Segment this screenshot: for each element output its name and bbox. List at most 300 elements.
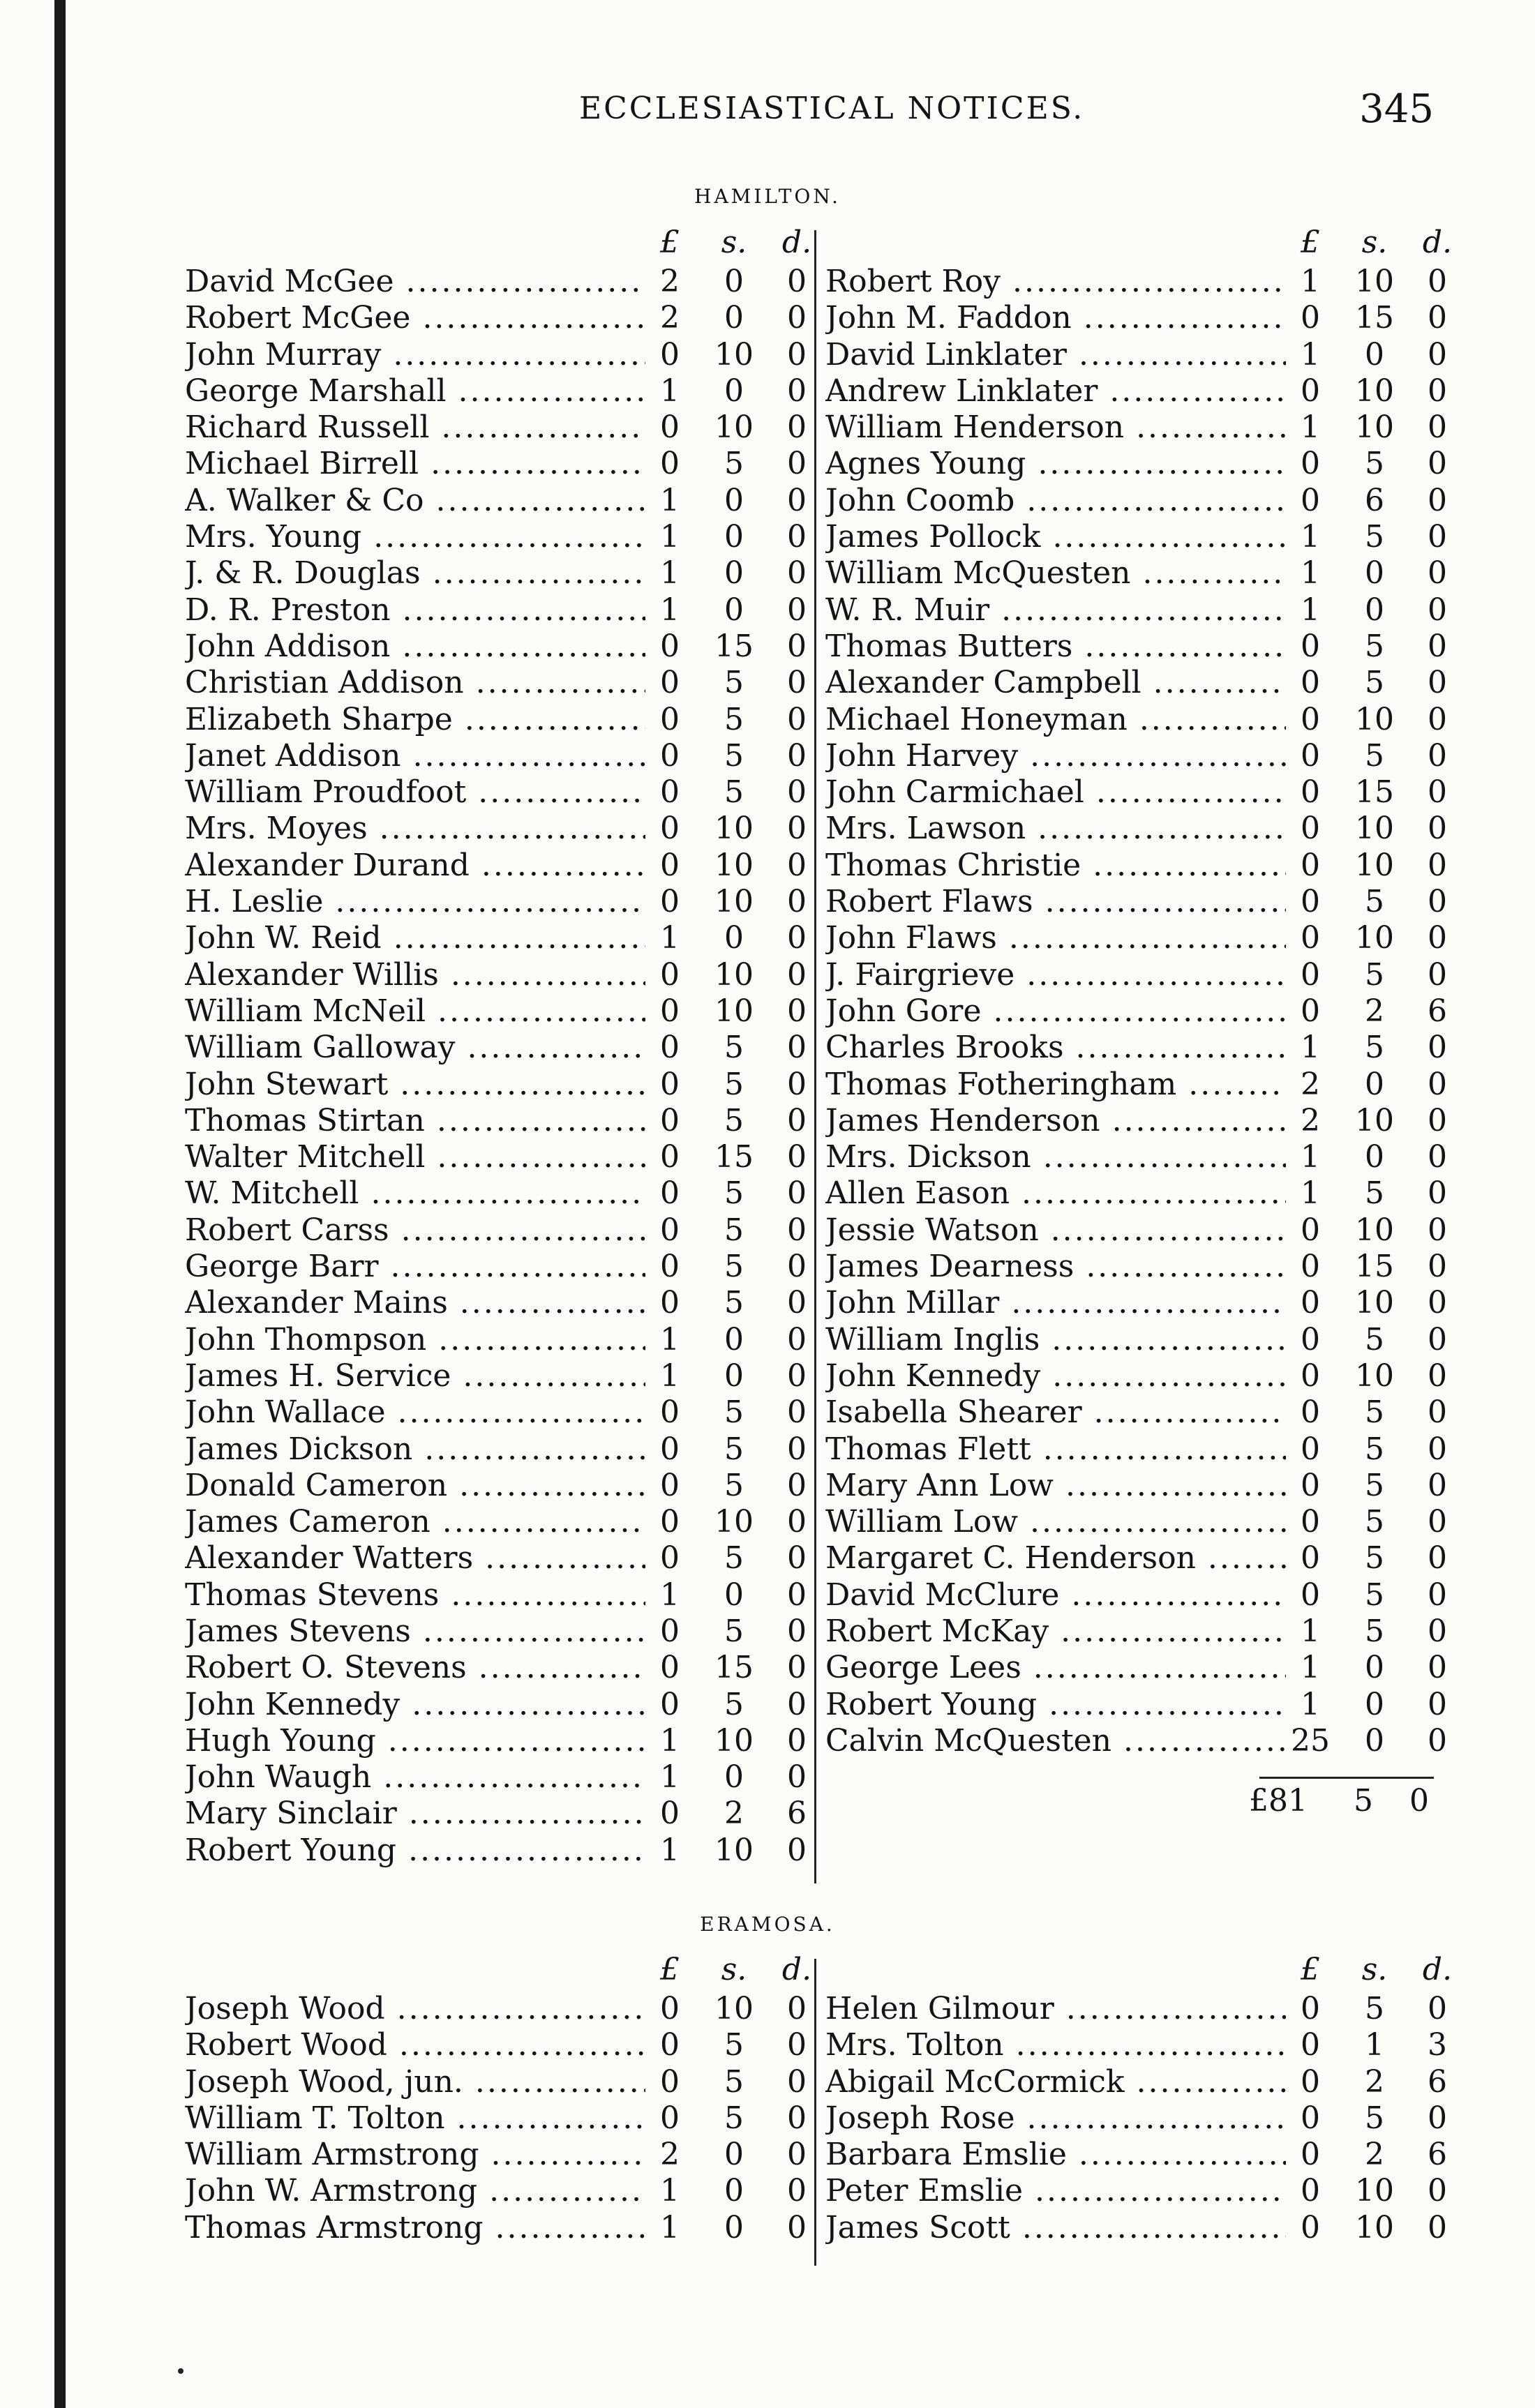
amount-shillings: 10 [714, 884, 754, 920]
subscriber-name: John Addison ..... [185, 629, 645, 665]
amount-pounds: 0 [1301, 2209, 1320, 2245]
amount-pounds: 0 [1301, 737, 1320, 774]
amount-pounds: 1 [1301, 555, 1320, 592]
amount-shillings: 5 [1365, 2100, 1384, 2136]
amount-pence: 0 [787, 1431, 807, 1467]
amount-shillings: 10 [714, 1832, 754, 1868]
amount-pounds: 0 [1301, 993, 1320, 1029]
amount-shillings: 5 [1365, 1577, 1384, 1613]
subscriber-name: James Dickson ..... [185, 1431, 645, 1468]
subscriber-name: Hugh Young ..... [185, 1723, 645, 1759]
amount-shillings: 5 [1365, 628, 1384, 664]
subscriber-name: Alexander Mains ..... [185, 1285, 645, 1321]
subscriber-name: William McNeil ..... [185, 993, 645, 1030]
unit-s: s. [1361, 225, 1388, 260]
amount-pounds: 0 [1301, 1540, 1320, 1577]
subscriber-name: George Marshall ..... [185, 373, 645, 409]
amount-shillings: 5 [724, 1066, 744, 1102]
hamilton-total-pounds: £81 [1249, 1783, 1308, 1819]
subscriber-row [185, 2100, 827, 2137]
subscriber-name: Thomas Butters ..... [825, 629, 1286, 665]
amount-shillings: 0 [1365, 1722, 1384, 1759]
subscriber-name: Mrs. Tolton ..... [825, 2027, 1286, 2063]
amount-shillings: 5 [1365, 1175, 1384, 1212]
eramosa-left-column [185, 1952, 827, 2246]
amount-shillings: 0 [724, 519, 744, 555]
amount-shillings: 0 [724, 373, 744, 409]
subscriber-row [185, 264, 827, 300]
subscriber-name: John Waugh ..... [185, 1759, 645, 1796]
amount-pence: 0 [787, 264, 807, 299]
amount-pounds: 1 [1301, 592, 1320, 628]
amount-shillings: 5 [724, 1175, 744, 1212]
amount-shillings: 5 [724, 1540, 744, 1577]
subscriber-name: Robert Wood ..... [185, 2027, 645, 2063]
amount-pounds: 1 [660, 1357, 680, 1394]
amount-pence: 0 [787, 1212, 807, 1248]
amount-pence: 0 [1428, 2100, 1447, 2136]
amount-pounds: 0 [660, 1796, 680, 1832]
subscriber-name: Isabella Shearer ..... [825, 1394, 1286, 1431]
amount-pounds: 0 [660, 628, 680, 664]
amount-shillings: 10 [1355, 811, 1394, 847]
amount-shillings: 10 [714, 1722, 754, 1759]
subscriber-name: Calvin McQuesten ..... [825, 1723, 1286, 1759]
amount-shillings: 5 [724, 665, 744, 701]
subscriber-row [185, 2064, 827, 2100]
subscriber-row [185, 993, 827, 1030]
amount-shillings: 5 [724, 1102, 744, 1138]
amount-shillings: 5 [1365, 884, 1384, 920]
subscriber-row [825, 884, 1467, 920]
amount-pounds: 0 [660, 1686, 680, 1722]
amount-shillings: 0 [1365, 336, 1384, 373]
subscriber-name: David Linklater ..... [825, 337, 1286, 373]
amount-pence: 0 [787, 555, 807, 592]
subscriber-row [185, 702, 827, 738]
amount-pence: 0 [1428, 555, 1447, 592]
subscriber-name: Thomas Stevens ..... [185, 1577, 645, 1613]
subscriber-name: James Scott ..... [825, 2210, 1286, 2246]
amount-pounds: 1 [660, 1722, 680, 1759]
amount-pence: 0 [1428, 1650, 1447, 1686]
subscriber-row [185, 1723, 827, 1759]
subscriber-name: J. Fairgrieve ..... [825, 957, 1286, 993]
amount-shillings: 5 [724, 1613, 744, 1649]
amount-shillings: 0 [1365, 592, 1384, 628]
amount-shillings: 10 [1355, 847, 1394, 883]
subscriber-name: Robert Young ..... [185, 1833, 645, 1869]
subscriber-row [825, 1650, 1467, 1686]
amount-pounds: 0 [660, 1285, 680, 1321]
subscriber-row [185, 446, 827, 482]
amount-pounds: 1 [660, 920, 680, 956]
subscriber-row [825, 2064, 1467, 2100]
amount-shillings: 0 [1365, 555, 1384, 592]
subscriber-row [825, 1030, 1467, 1066]
subscriber-row [185, 1139, 827, 1175]
amount-pounds: 0 [1301, 1357, 1320, 1394]
amount-pence: 0 [1428, 1467, 1447, 1503]
subscriber-name: Robert Young ..... [825, 1687, 1286, 1723]
subscriber-row [185, 629, 827, 665]
amount-pence: 0 [1428, 1394, 1447, 1431]
amount-pence: 0 [787, 1759, 807, 1796]
subscriber-row [825, 409, 1467, 446]
subscriber-name: James Cameron ..... [185, 1504, 645, 1540]
amount-shillings: 5 [724, 446, 744, 482]
subscriber-name: William Proudfoot ..... [185, 774, 645, 811]
amount-pounds: 1 [660, 1832, 680, 1868]
amount-shillings: 10 [714, 847, 754, 883]
amount-shillings: 15 [714, 1650, 754, 1686]
amount-shillings: 5 [724, 1394, 744, 1431]
amount-pounds: 0 [660, 884, 680, 920]
amount-shillings: 5 [1365, 1504, 1384, 1540]
subscriber-name: Mary Sinclair ..... [185, 1796, 645, 1832]
amount-shillings: 0 [724, 1759, 744, 1796]
amount-pounds: 0 [1301, 2027, 1320, 2063]
subscriber-name: Thomas Armstrong ..... [185, 2210, 645, 2246]
amount-pounds: 0 [660, 446, 680, 482]
amount-shillings: 10 [1355, 373, 1394, 409]
amount-shillings: 5 [1365, 1321, 1384, 1357]
subscriber-row [825, 1249, 1467, 1285]
amount-pence: 0 [787, 1686, 807, 1722]
subscriber-row [185, 592, 827, 629]
running-title: ECCLESIASTICAL NOTICES. [579, 91, 1085, 126]
amount-pounds: 1 [1301, 336, 1320, 373]
subscriber-row [825, 1285, 1467, 1321]
subscriber-name: Christian Addison ..... [185, 665, 645, 701]
amount-pounds: 1 [1301, 264, 1320, 299]
amount-shillings: 0 [724, 555, 744, 592]
subscriber-row [185, 409, 827, 446]
subscriber-row [185, 337, 827, 373]
subscriber-row [825, 264, 1467, 300]
subscriber-row [825, 1991, 1467, 2027]
amount-shillings: 0 [724, 592, 744, 628]
hamilton-total-pence: 0 [1409, 1783, 1429, 1819]
amount-pence: 0 [1428, 1540, 1447, 1577]
subscriber-name: Mrs. Young ..... [185, 519, 645, 555]
amount-shillings: 5 [724, 2063, 744, 2100]
unit-d: d. [1422, 1952, 1453, 1987]
subscriber-row [185, 1358, 827, 1394]
subscriber-row [825, 993, 1467, 1030]
subscriber-row [825, 446, 1467, 482]
subscriber-name: Thomas Christie ..... [825, 848, 1286, 884]
subscriber-row [185, 1249, 827, 1285]
amount-pounds: 0 [1301, 2100, 1320, 2136]
subscriber-name: Andrew Linklater ..... [825, 373, 1286, 409]
amount-pence: 0 [1428, 446, 1447, 482]
subscriber-name: Mrs. Moyes ..... [185, 811, 645, 847]
subscriber-name: John W. Reid ..... [185, 920, 645, 956]
amount-pence: 6 [1428, 2063, 1447, 2100]
amount-shillings: 5 [1365, 1991, 1384, 2026]
amount-pence: 0 [787, 1285, 807, 1321]
amount-pence: 0 [787, 1066, 807, 1102]
amount-pence: 0 [1428, 519, 1447, 555]
amount-pence: 0 [1428, 884, 1447, 920]
subscriber-row [825, 1322, 1467, 1358]
subscriber-name: Robert Carss ..... [185, 1212, 645, 1249]
amount-pounds: 1 [1301, 1650, 1320, 1686]
amount-pounds: 0 [660, 1394, 680, 1431]
amount-shillings: 0 [1365, 1139, 1384, 1175]
amount-pence: 0 [787, 884, 807, 920]
subscriber-row [825, 629, 1467, 665]
amount-pounds: 0 [1301, 1394, 1320, 1431]
amount-pence: 0 [787, 1394, 807, 1431]
amount-pounds: 0 [660, 1467, 680, 1503]
subscriber-name: Mary Ann Low ..... [825, 1468, 1286, 1504]
amount-pounds: 1 [1301, 1175, 1320, 1212]
unit-l: £ [1301, 1952, 1320, 1987]
currency-units-header [185, 225, 827, 264]
amount-pounds: 0 [660, 774, 680, 811]
amount-pence: 0 [1428, 592, 1447, 628]
amount-pounds: 0 [1301, 1467, 1320, 1503]
amount-pence: 0 [787, 774, 807, 811]
amount-shillings: 5 [724, 1467, 744, 1503]
subscriber-row [825, 957, 1467, 993]
subscriber-row [185, 2173, 827, 2209]
subscriber-row [185, 1991, 827, 2027]
section-title-eramosa: ERAMOSA. [700, 1913, 835, 1936]
amount-shillings: 0 [724, 1321, 744, 1357]
subscriber-name: Jessie Watson ..... [825, 1212, 1286, 1249]
subscriber-name: George Barr ..... [185, 1249, 645, 1285]
subscriber-row [185, 373, 827, 409]
amount-shillings: 5 [724, 2027, 744, 2063]
subscriber-row [825, 738, 1467, 774]
subscriber-name: Alexander Watters ..... [185, 1540, 645, 1577]
subscriber-row [825, 1540, 1467, 1577]
amount-pounds: 1 [660, 592, 680, 628]
subscriber-row [825, 1468, 1467, 1504]
subscriber-name: James Dearness ..... [825, 1249, 1286, 1285]
subscriber-name: Walter Mitchell ..... [185, 1139, 645, 1175]
subscriber-name: Janet Addison ..... [185, 738, 645, 774]
subscriber-name: Alexander Campbell ..... [825, 665, 1286, 701]
amount-pence: 0 [787, 2137, 807, 2173]
amount-shillings: 10 [714, 956, 754, 993]
subscriber-name: John Harvey ..... [825, 738, 1286, 774]
subscriber-row [185, 1759, 827, 1796]
amount-shillings: 15 [714, 1139, 754, 1175]
subscriber-name: Agnes Young ..... [825, 446, 1286, 482]
subscriber-name: William Armstrong ..... [185, 2137, 645, 2173]
amount-pence: 0 [787, 737, 807, 774]
amount-pence: 0 [787, 1321, 807, 1357]
page-header [0, 86, 1535, 133]
subscriber-row [825, 2027, 1467, 2063]
amount-pence: 0 [787, 1577, 807, 1613]
amount-pence: 0 [787, 1991, 807, 2026]
subscriber-name: William Low ..... [825, 1504, 1286, 1540]
currency-units-header [185, 1952, 827, 1991]
amount-pounds: 0 [660, 2027, 680, 2063]
subscriber-row [185, 738, 827, 774]
amount-pence: 0 [787, 446, 807, 482]
amount-pounds: 1 [660, 1759, 680, 1796]
amount-shillings: 5 [1365, 956, 1384, 993]
subscriber-name: W. R. Muir ..... [825, 592, 1286, 629]
subscriber-name: H. Leslie ..... [185, 884, 645, 920]
amount-pounds: 25 [1291, 1722, 1330, 1759]
subscriber-name: Thomas Flett ..... [825, 1431, 1286, 1468]
subscriber-row [185, 1540, 827, 1577]
amount-pence: 0 [1428, 1249, 1447, 1285]
amount-shillings: 5 [724, 1030, 744, 1066]
amount-pounds: 0 [660, 956, 680, 993]
hamilton-left-column [185, 225, 827, 1869]
amount-pounds: 0 [1301, 1249, 1320, 1285]
subscriber-row [825, 1103, 1467, 1139]
subscriber-row [185, 1030, 827, 1066]
amount-pence: 0 [787, 701, 807, 737]
subscriber-row [185, 665, 827, 701]
amount-pence: 0 [787, 592, 807, 628]
subscriber-row [185, 1067, 827, 1103]
amount-shillings: 10 [1355, 264, 1394, 299]
amount-shillings: 0 [724, 264, 744, 299]
subscriber-row [825, 2137, 1467, 2173]
amount-pounds: 0 [1301, 1504, 1320, 1540]
amount-shillings: 10 [1355, 2209, 1394, 2245]
amount-pence: 0 [1428, 956, 1447, 993]
subscriber-row [825, 1577, 1467, 1613]
amount-pounds: 0 [1301, 300, 1320, 336]
unit-l: £ [1301, 225, 1320, 260]
amount-pounds: 0 [1301, 1431, 1320, 1467]
amount-shillings: 0 [1365, 1066, 1384, 1102]
amount-shillings: 0 [724, 482, 744, 518]
amount-pounds: 0 [660, 665, 680, 701]
subscriber-row [185, 1285, 827, 1321]
amount-shillings: 10 [1355, 920, 1394, 956]
amount-pence: 0 [787, 1504, 807, 1540]
subscriber-name: John Millar ..... [825, 1285, 1286, 1321]
amount-pence: 0 [787, 956, 807, 993]
subscriber-name: Joseph Wood ..... [185, 1991, 645, 2027]
subscriber-name: John Gore ..... [825, 993, 1286, 1030]
subscriber-name: Robert McKay ..... [825, 1613, 1286, 1650]
subscriber-row [825, 920, 1467, 956]
amount-shillings: 10 [714, 993, 754, 1029]
subscriber-name: Abigail McCormick ..... [825, 2064, 1286, 2100]
amount-pounds: 0 [1301, 628, 1320, 664]
amount-pounds: 0 [1301, 1577, 1320, 1613]
subscriber-name: Joseph Rose ..... [825, 2100, 1286, 2137]
amount-pounds: 0 [1301, 665, 1320, 701]
amount-pence: 0 [787, 1249, 807, 1285]
amount-pence: 0 [1428, 920, 1447, 956]
unit-l: £ [660, 225, 680, 260]
subscriber-name: Donald Cameron ..... [185, 1468, 645, 1504]
subscriber-name: Robert Roy ..... [825, 264, 1286, 300]
column-divider-eramosa [814, 1959, 816, 2266]
subscriber-row [185, 848, 827, 884]
subscriber-row [185, 1103, 827, 1139]
subscriber-name: James H. Service ..... [185, 1358, 645, 1394]
amount-pence: 0 [1428, 1357, 1447, 1394]
amount-pounds: 1 [660, 1577, 680, 1613]
amount-pence: 0 [1428, 665, 1447, 701]
amount-shillings: 5 [1365, 1394, 1384, 1431]
subscriber-row [825, 483, 1467, 519]
amount-pence: 0 [787, 1030, 807, 1066]
amount-pence: 0 [787, 1613, 807, 1649]
amount-pence: 0 [1428, 336, 1447, 373]
amount-pounds: 1 [1301, 1613, 1320, 1649]
subscriber-name: Alexander Durand ..... [185, 848, 645, 884]
amount-pence: 6 [1428, 993, 1447, 1029]
subscriber-name: John Kennedy ..... [185, 1687, 645, 1723]
subscriber-row [825, 1723, 1467, 1759]
amount-shillings: 10 [1355, 1212, 1394, 1248]
amount-pence: 0 [787, 409, 807, 446]
subscriber-name: Robert O. Stevens ..... [185, 1650, 645, 1686]
amount-shillings: 2 [1365, 993, 1384, 1029]
unit-d: d. [1422, 225, 1453, 260]
amount-pence: 0 [787, 1540, 807, 1577]
subscriber-row [825, 555, 1467, 592]
subscriber-row [185, 1833, 827, 1869]
amount-pence: 0 [1428, 264, 1447, 299]
unit-d: d. [781, 1952, 812, 1987]
amount-pounds: 0 [660, 2100, 680, 2136]
amount-pence: 0 [787, 1102, 807, 1138]
amount-pounds: 1 [1301, 1139, 1320, 1175]
subscriber-row [185, 774, 827, 811]
column-divider [814, 230, 816, 1883]
amount-pounds: 2 [660, 300, 680, 336]
amount-pounds: 0 [1301, 1991, 1320, 2026]
subscriber-row [825, 665, 1467, 701]
amount-pounds: 1 [660, 1321, 680, 1357]
amount-pence: 0 [1428, 2209, 1447, 2245]
amount-pounds: 0 [1301, 956, 1320, 993]
amount-pence: 0 [1428, 1175, 1447, 1212]
amount-pounds: 0 [660, 1613, 680, 1649]
subscriber-row [185, 1431, 827, 1468]
amount-shillings: 5 [724, 701, 744, 737]
amount-pounds: 0 [1301, 482, 1320, 518]
amount-shillings: 10 [714, 811, 754, 847]
subscriber-row [825, 1613, 1467, 1650]
amount-pence: 0 [787, 336, 807, 373]
amount-pounds: 0 [660, 1212, 680, 1248]
amount-shillings: 0 [724, 2209, 744, 2245]
subscriber-row [825, 592, 1467, 629]
subscriber-name: John W. Armstrong ..... [185, 2173, 645, 2209]
subscriber-row [185, 2027, 827, 2063]
amount-pence: 0 [1428, 1212, 1447, 1248]
amount-pounds: 1 [1301, 1686, 1320, 1722]
amount-pounds: 0 [660, 1650, 680, 1686]
subscriber-name: John Thompson ..... [185, 1322, 645, 1358]
subscriber-row [185, 1796, 827, 1832]
subscriber-name: William Galloway ..... [185, 1030, 645, 1066]
eramosa-right-column [825, 1952, 1467, 2246]
subscriber-name: William Inglis ..... [825, 1322, 1286, 1358]
subscriber-name: David McGee ..... [185, 264, 645, 300]
subscriber-row [825, 811, 1467, 847]
amount-pence: 0 [1428, 701, 1447, 737]
